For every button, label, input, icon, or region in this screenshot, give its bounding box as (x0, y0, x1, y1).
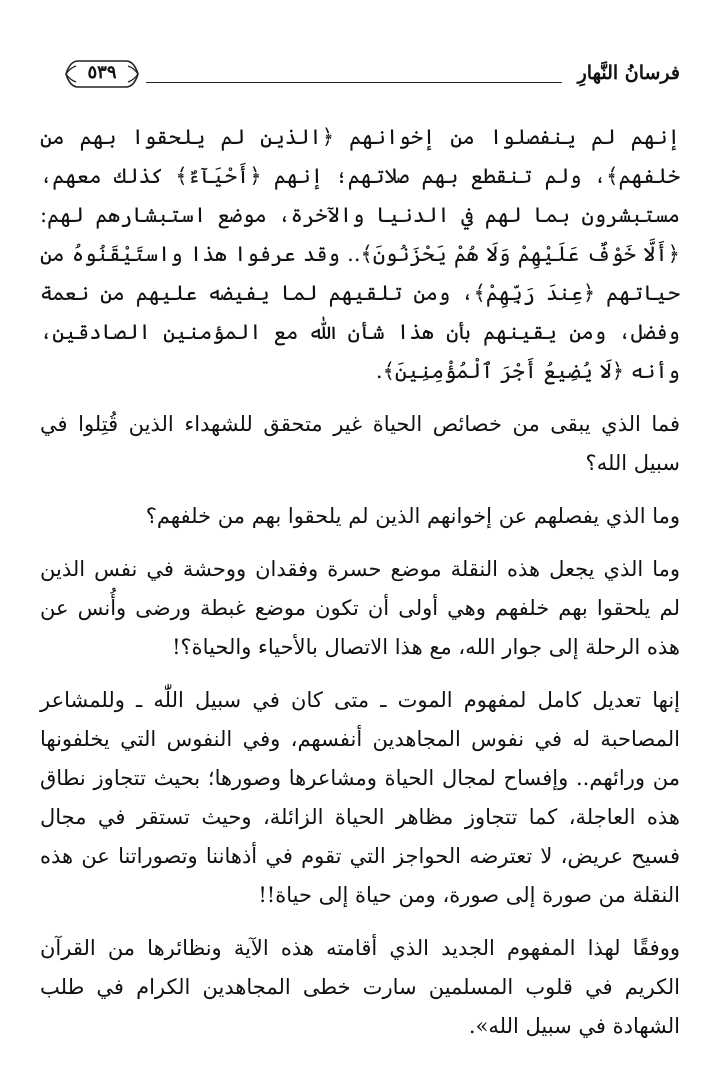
page-number-frame (64, 58, 140, 90)
paragraph: وما الذي يجعل هذه النقلة موضع حسرة وفقدان ووحشة في نفس الذين لم يلحقوا بهم خلفهم وهي أولى أن تكون موضع غبطة ورضى وأُنس عن هذه الرحلة إلى جوار الله، مع هذا الاتصال بالأحياء والحياة؟! (40, 557, 680, 659)
header-rule (146, 82, 562, 83)
page-body (40, 118, 680, 1060)
page-number: ٥٣٩ (87, 62, 117, 83)
running-title: فرسانُ النَّهارِ (577, 62, 680, 84)
paragraph: فما الذي يبقى من خصائص الحياة غير متحقق للشهداء الذين قُتِلوا في سبيل الله؟ (40, 412, 680, 475)
paragraph: وما الذي يفصلهم عن إخوانهم الذين لم يلحقوا بهم من خلفهم؟ (145, 504, 680, 528)
paragraph: ووفقًا لهذا المفهوم الجديد الذي أقامته هذه الآية ونظائرها من القرآن الكريم في قلوب المسلمين سارت خطى المجاهدين الكرام في طلب الشهادة في سبيل الله». (40, 936, 680, 1038)
paragraph: إنهم لم ينفصلوا من إخوانهم ﴿الذين لم يلحقوا بهم من خلفهم﴾، ولم تنقطع بهم صلاتهم؛ إنهم ﴿أَحْيَآءٌ﴾ كذلك معهم، مستبشرون بما لهم في الدنيا والآخرة، موضع استبشارهم لهم: ﴿أَلَّا خَوْفٌ عَلَيْهِمْ وَلَا هُمْ يَحْزَنُونَ﴾.. وقد عرفوا هذا واستَيْقَنُوهُ من حياتهم ﴿عِندَ رَبِّهِمْ﴾، ومن تلقيهم لما يفيضه عليهم من نعمة وفضل، ومن يقينهم بأن هذا شأن اللّٰه مع المؤمنين الصادقين، وأنه ﴿لَا يُضِيعُ أَجْرَ ٱلْمُؤْمِنِينَ﴾. (40, 125, 680, 383)
page-header (64, 58, 680, 98)
paragraph: إنها تعديل كامل لمفهوم الموت ـ متى كان في سبيل اللّٰه ـ وللمشاعر المصاحبة له في نفوس المجاهدين أنفسهم، وفي النفوس التي يخلفونها من ورائهم.. وإفساح لمجال الحياة ومشاعرها وصورها؛ بحيث تتجاوز نطاق هذه العاجلة، كما تتجاوز مظاهر الحياة الزائلة، وحيث تستقر في مجال فسيح عريض، لا تعترضه الحواجز التي تقوم في أذهاننا وتصوراتنا عن هذه النقلة من صورة إلى صورة، ومن حياة إلى حياة!! (40, 688, 680, 907)
